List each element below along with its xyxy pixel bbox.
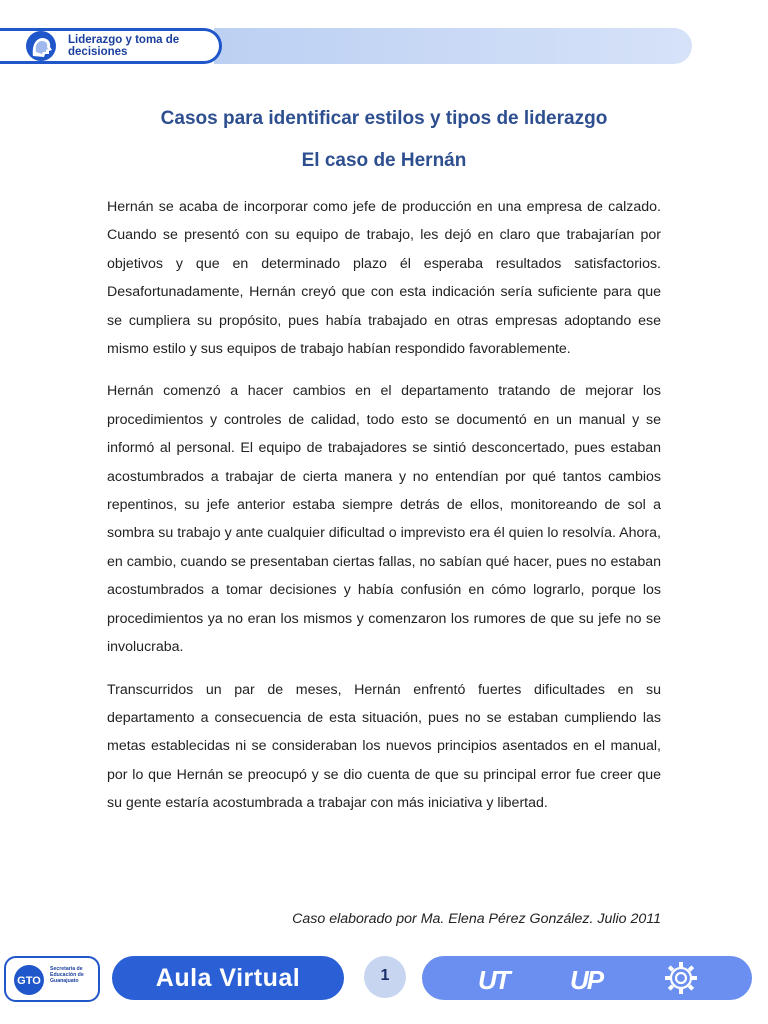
document-body xyxy=(107,193,661,832)
course-title: Liderazgo y toma de decisiones xyxy=(68,34,180,58)
page-indicator xyxy=(364,956,406,998)
paragraph: Hernán comenzó a hacer cambios en el departamento tratando de mejorar los procedimientos y controles de calidad, todo esto se documentó en un manual y se informó al personal. El equipo de trabajadores se sintió desconcertado, pues estaban acostumbrados a trabajar de cierta manera y no entendían por qué tantos cambios repentinos, su jefe anterior estaba siempre detrás de ellos, monitoreando de sol a sombra su trabajo y ante cualquier dificultad o imprevisto era él quien lo resolvía. Ahora, en cambio, cuando se presentaban ciertas fallas, no sabían qué hacer, pues no estaban acostumbrados a tomar decisiones y había confusión en cómo lograrlo, porque los procedimientos ya no eran los mismos y comenzaron los rumores de que su jefe no se involucraba. xyxy=(107,383,661,656)
footer xyxy=(0,950,768,1006)
aula-virtual-label: Aula Virtual xyxy=(155,964,301,992)
document-title: Casos para identificar estilos y tipos de liderazgo xyxy=(160,108,608,129)
gto-logo-text: GTO xyxy=(17,975,41,987)
paragraph: Hernán se acaba de incorporar como jefe de producción en una empresa de calzado. Cuando se presentó con su equipo de trabajo, les dejó en claro que trabajarían por objetivos y que en determinado plazo él esperaba resultados satisfactorios. Desafortunadamente, Hernán creyó que con esta indicación sería suficiente para que se cumpliera su propósito, pues había trabajado en otras empresas adoptando ese mismo estilo y sus equipos de trabajo habían respondido favorablemente. xyxy=(107,199,661,358)
author-signature: Caso elaborado por Ma. Elena Pérez González. Julio 2011 xyxy=(292,911,661,927)
header-banner xyxy=(0,26,768,68)
head-profile-icon xyxy=(24,30,58,62)
gto-agency-text: Secretaría de Educación de Guanajuato xyxy=(50,966,84,985)
ut-logo: UT xyxy=(478,965,509,995)
gear-emblem-icon xyxy=(664,960,698,996)
gto-logo xyxy=(12,964,46,996)
aula-virtual-button[interactable] xyxy=(112,956,344,1000)
paragraph: Transcurridos un par de meses, Hernán enfrentó fuertes dificultades en su departamento a consecuencia de esta situación, pues no se estaban cumpliendo las metas establecidas ni se consideraban los nuevos principios asentados en el manual, por lo que Hernán se preocupó y se dio cuenta de que su principal error fue creer que su gente estaría acostumbrada a trabajar con más iniciativa y libertad. xyxy=(107,681,661,812)
document-subtitle: El caso de Hernán xyxy=(301,150,467,171)
institution-logos xyxy=(422,956,752,1000)
gto-logo-box xyxy=(4,956,100,1002)
page-number: 1 xyxy=(380,967,390,984)
up-logo: UP xyxy=(570,965,603,995)
header-bar-light xyxy=(214,28,692,64)
